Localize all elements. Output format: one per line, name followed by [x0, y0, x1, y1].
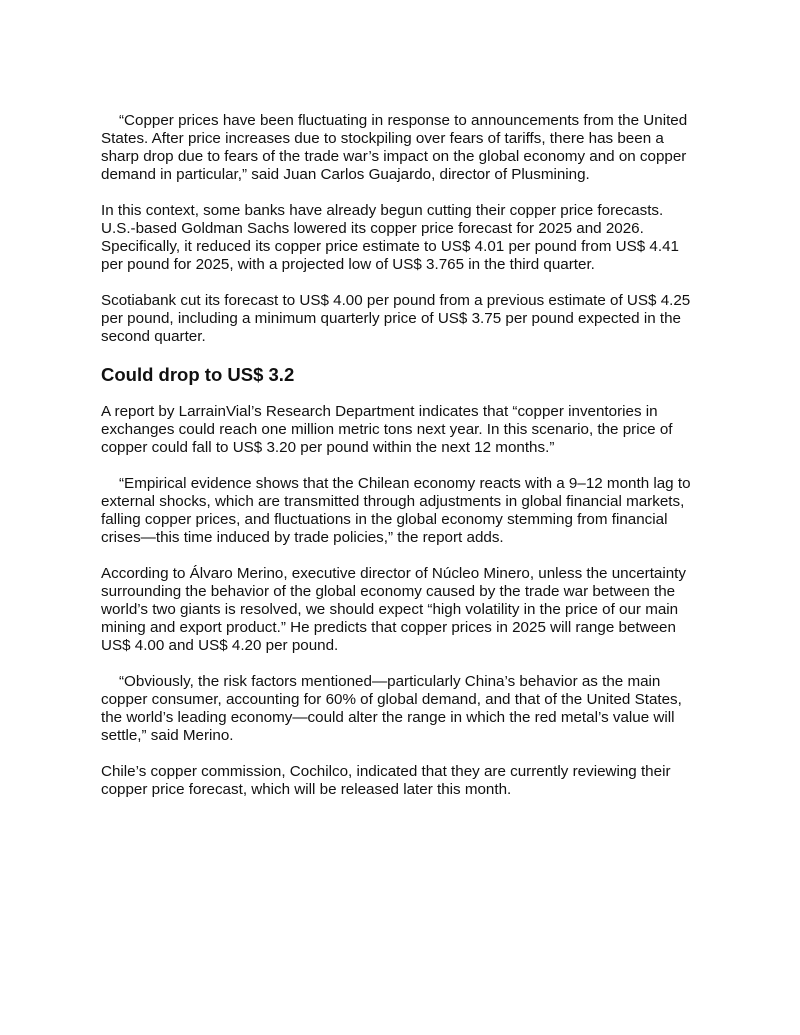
paragraph-merino-prediction: According to Álvaro Merino, executive director of Núcleo Minero, unless the uncertainty surrounding the behavior of the global economy caused by the trade war between the world’s two giants is resolved, we should expect “high volatility in the price of our main mining and export product.” He predicts that copper prices in 2025 will range between US$ 4.00 and US$ 4.20 per pound.	[101, 565, 687, 654]
paragraph-cochilco: Chile’s copper commission, Cochilco, indicated that they are currently reviewing their copper price forecast, which will be released later this month.	[101, 763, 671, 798]
paragraph-larrainvial-report: A report by LarrainVial’s Research Department indicates that “copper inventories in exchanges could reach one million metric tons next year. In this scenario, the price of copper could fall to US$ 3.20 per pound within the next 12 months.”	[101, 403, 673, 456]
paragraph-guajardo-quote: “Copper prices have been fluctuating in response to announcements from the United States. After price increases due to stockpiling over fears of tariffs, there has been a sharp drop due to fears of the trade war’s impact on the global economy and on copper demand in particular,” said Juan Carlos Guajardo, director of Plusmining.	[101, 112, 688, 183]
paragraph-risk-factors-quote: “Obviously, the risk factors mentioned—particularly China’s behavior as the main copper consumer, accounting for 60% of global demand, and that of the United States, the world’s leading economy—could alter the range in which the red metal’s value will settle,” said Merino.	[101, 673, 682, 744]
paragraph-empirical-evidence: “Empirical evidence shows that the Chilean economy reacts with a 9–12 month lag to external shocks, which are transmitted through adjustments in global financial markets, falling copper prices, and fluctuations in the global economy stemming from financial crises—this time induced by trade policies,” the report adds.	[101, 475, 691, 546]
paragraph-banks-forecasts: In this context, some banks have already begun cutting their copper price forecasts. U.S.-based Goldman Sachs lowered its copper price forecast for 2025 and 2026. Specifically, it reduced its copper price estimate to US$ 4.01 per pound from US$ 4.41 per pound for 2025, with a projected low of US$ 3.765 in the third quarter.	[101, 202, 679, 273]
section-heading: Could drop to US$ 3.2	[101, 364, 295, 385]
document-page	[101, 112, 701, 817]
paragraph-scotiabank: Scotiabank cut its forecast to US$ 4.00 per pound from a previous estimate of US$ 4.25 per pound, including a minimum quarterly price of US$ 3.75 per pound expected in the second quarter.	[101, 292, 691, 345]
